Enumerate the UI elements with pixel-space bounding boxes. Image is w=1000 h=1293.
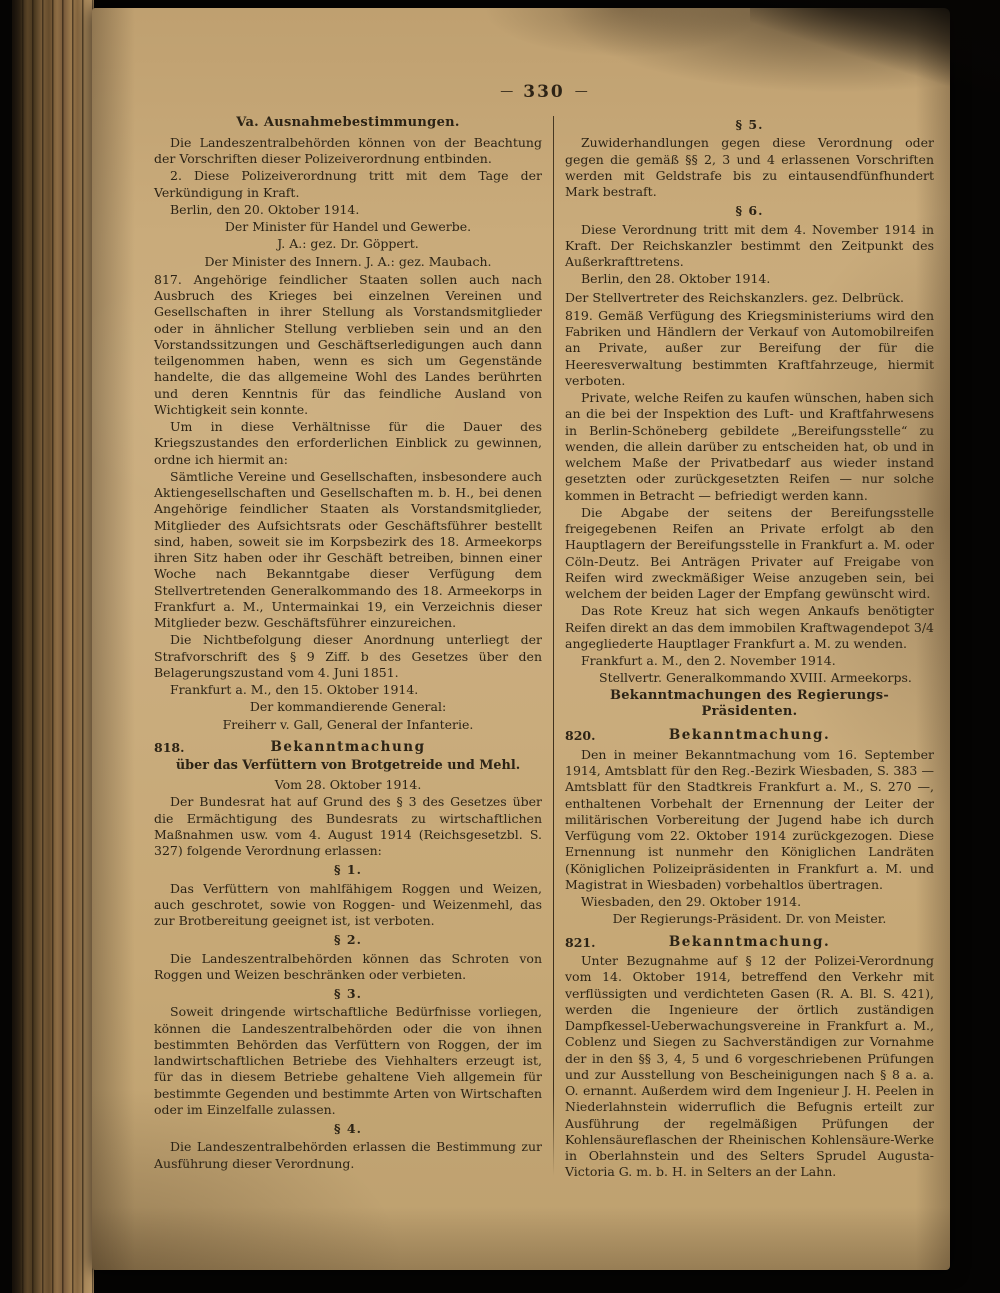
paragraph: 819. Gemäß Verfügung des Kriegsministeriums wird den Fabriken und Händlern der Verkauf von Automobilreifen an Private, außer zur Bereifung der für die Heeresverwaltung bestimmten Kraftfahrzeuge, hiermit verboten. [565,307,934,388]
paragraph: Unter Bezugnahme auf § 12 der Polizei-Verordnung vom 14. Oktober 1914, betreffend den Verkehr mit verflüssigten und verdichteten Gasen (R. A. Bl. S. 421), werden die Ingenieure der örtlich zuständigen Dampfkessel-Ueberwachungsvereine in Frankfurt a. M., Coblenz und Siegen zu Sachverständigen zur Vornahme der in den §§ 3, 4, 5 und 6 vorgeschriebenen Prüfungen und zur Ausstellung von Bescheinigungen nach § 8 a. a. O. ernannt. Außerdem wird dem Ingenieur J. H. Peelen in Niederlahnstein widerruflich die Befugnis erteilt zur Ausführung der regelmäßigen Prüfungen der Kohlensäureflaschen der Rheinischen Kohlensäure-Werke in Oberlahnstein und des Selters Sprudel Augusta-Victoria G. m. b. H. in Selters an der Lahn. [565,953,934,1180]
right-column [565,114,934,1182]
item-heading [565,934,934,952]
item-heading [565,727,934,745]
book-page-edges [12,0,94,1293]
left-column [154,114,542,1182]
paragraph: Die Landeszentralbehörden können das Schroten von Roggen und Weizen beschränken oder verbieten. [154,950,542,982]
paragraph: Diese Verordnung tritt mit dem 4. November 1914 in Kraft. Der Reichskanzler bestimmt den Zeitpunkt des Außerkrafttretens. [565,221,934,269]
section-mark: § 4. [334,1121,362,1137]
center-line: Der Minister des Innern. J. A.: gez. Maubach. [204,253,492,269]
paragraph: Die Abgabe der seitens der Bereifungsstelle freigegebenen Reifen an Private erfolgt ab den Hauptlagern der Bereifungsstelle in Frankfurt a. M. oder Cöln-Deutz. Bei Anträgen Privater auf Freigabe von Reifen wird zweckmäßiger Weise anzugeben sein, bei welchem der beiden Lager der Empfang gewünscht wird. [565,504,934,601]
center-line: Der kommandierende General: [249,699,447,715]
item-number: 818. [154,739,185,755]
section-mark: § 5. [735,117,764,132]
top-right-corner-shadow [750,0,1000,92]
item-heading [154,739,542,757]
paragraph: Das Rote Kreuz hat sich wegen Ankaufs benötigter Reifen direkt an das dem immobilen Kraftwagendepot 3/4 angegliederte Hauptlager Frankfurt a. M. zu wenden. [565,603,934,651]
item-title: Bekanntmachung. [668,933,831,950]
header-dash-left: — [500,84,514,99]
paragraph: Die Landeszentralbehörden erlassen die Bestimmung zur Ausführung dieser Verordnung. [154,1139,542,1171]
section-subheading: über das Verfüttern von Brotgetreide und Mehl. [175,758,521,774]
paragraph: Private, welche Reifen zu kaufen wünschen, haben sich an die bei der Inspektion des Luft- und Kraftfahrwesens in Berlin-Schöneberg gebildete „Bereifungsstelle“ zu wenden, die allein darüber zu entscheiden hat, ob und in welchem Maße der Privatbedarf aus wieder instand gesetzten oder zurückgesetzten Reifen — nur solche kommen in Betracht — befriedigt werden kann. [565,390,934,503]
paragraph: 2. Diese Polizeiverordnung tritt mit dem Tage der Verkündigung in Kraft. [154,168,542,200]
paragraph: Die Nichtbefolgung dieser Anordnung unterliegt der Strafvorschrift des § 9 Ziff. b des Gesetzes über den Belagerungszustand vom 4. Juni 1851. [154,632,542,680]
section-mark: § 1. [334,862,362,878]
item-number: 821. [565,934,596,950]
paragraph: Das Verfüttern von mahlfähigem Roggen und Weizen, auch geschrotet, sowie von Roggen- und Weizenmehl, das zur Brotbereitung geeignet ist, ist verboten. [154,880,542,929]
paragraph: Der Bundesrat hat auf Grund des § 3 des Gesetzes über die Ermächtigung des Bundesrats zu wirtschaftlichen Maßnahmen usw. vom 4. August 1914 (Reichsgesetzbl. S. 327) folgende Verordnung erlassen: [154,794,542,859]
center-line: J. A.: gez. Dr. Göppert. [277,236,419,252]
section-heading: Va. Ausnahmebestimmungen. [236,115,460,130]
paragraph: Sämtliche Vereine und Gesellschaften, insbesondere auch Aktiengesellschaften und Gesellschaften m. b. H., bei denen Angehörige feindlicher Staaten als Vorstandsmitglieder, Mitglieder des Aufsichtsrats oder Geschäftsführer bestellt sind, haben, soweit sie im Korpsbezirk des 18. Armeekorps ihren Sitz haben oder ihr Geschäft betreiben, binnen einer Woche nach Bekanntgabe dieser Verfügung dem Stellvertretenden Generalkommando des 18. Armeekorps in Frankfurt a. M., Untermainkai 19, ein Verzeichnis dieser Mitglieder bezw. Geschäftsführer einzureichen. [154,468,542,631]
item-title: Bekanntmachung [270,738,426,755]
date-line: Frankfurt a. M., den 2. November 1914. [581,653,836,668]
paragraph: Der Stellvertreter des Reichskanzlers. gez. Delbrück. [565,289,904,305]
item-title: Bekanntmachung. [668,727,831,744]
center-line: Vom 28. Oktober 1914. [274,777,422,793]
center-line: Freiherr v. Gall, General der Infanterie. [222,716,474,732]
text-columns [154,114,934,1182]
section-mark: § 3. [334,986,362,1002]
date-line: Berlin, den 20. Oktober 1914. [170,201,360,217]
page-number: 330 [523,82,565,102]
paragraph: Die Landeszentralbehörden können von der Beachtung der Vorschriften dieser Polizeiverordnung entbinden. [154,134,542,167]
section-mark: § 2. [334,932,362,948]
item-number: 820. [565,728,596,744]
paper-page [92,8,950,1270]
paragraph: Den in meiner Bekanntmachung vom 16. September 1914, Amtsblatt für den Reg.-Bezirk Wiesbaden, S. 383 — Amtsblatt für den Stadtkreis Frankfurt a. M., S. 270 —, enthaltenen Vorbehalt der Ernennung der Leiter der militärischen Vorbereitung der Jugend habe ich durch Verfügung vom 22. Oktober 1914 zurückgezogen. Diese Ernennung ist nunmehr den Königlichen Landräten (Königlichen Polizeipräsidenten in Frankfurt a. M. und Magistrat in Wiesbaden) vorbehaltlos übertragen. [565,746,934,892]
center-line: Der Minister für Handel und Gewerbe. [224,219,472,235]
paragraph: Zuwiderhandlungen gegen diese Verordnung oder gegen die gemäß §§ 2, 3 und 4 erlassenen Vorschriften werden mit Geldstrafe bis zu eintausendfünfhundert Mark bestraft. [565,135,934,199]
section-mark: § 6. [735,203,764,219]
paragraph: Um in diese Verhältnisse für die Dauer des Kriegszustandes den erforderlichen Einblick zu gewinnen, ordne ich hiermit an: [154,419,542,467]
date-line: Wiesbaden, den 29. Oktober 1914. [581,894,802,910]
paragraph: 817. Angehörige feindlicher Staaten sollen auch nach Ausbruch des Krieges bei einzelnen Vereinen und Gesellschaften in ihrer Stellung als Vorstandsmitglieder oder in ähnlicher Stellung verblieben sein und an den Vorstandssitzungen und Geschäftserledigungen auch dann teilgenommen haben, wenn es sich um Gegenstände handelte, die das allgemeine Wohl des Landes berührten und deren Kenntnis für das feindliche Ausland von Wichtigkeit sein konnte. [154,271,542,417]
date-line: Berlin, den 28. Oktober 1914. [581,271,771,287]
paragraph: Soweit dringende wirtschaftliche Bedürfnisse vorliegen, können die Landeszentralbehörden oder die von ihnen bestimmten Behörden das Verfüttern von Roggen, der im landwirtschaftlichen Betriebe des Viehhalters erzeugt ist, für das in diesem Betriebe gehaltene Vieh allgemein für bestimmte Gegenden und bestimmte Arten von Wirtschaften oder im Einzelfalle zulassen. [154,1004,542,1117]
header-dash-right: — [574,84,588,99]
signature-line: Stellvertr. Generalkommando XVIII. Armeekorps. [599,670,912,686]
center-line: Der Regierungs-Präsident. Dr. von Meister. [612,911,887,927]
date-line: Frankfurt a. M., den 15. Oktober 1914. [170,682,419,698]
section-heading: Bekanntmachungen des Regierungs-Präsidenten. [609,687,890,720]
column-divider-rule [553,116,554,1176]
